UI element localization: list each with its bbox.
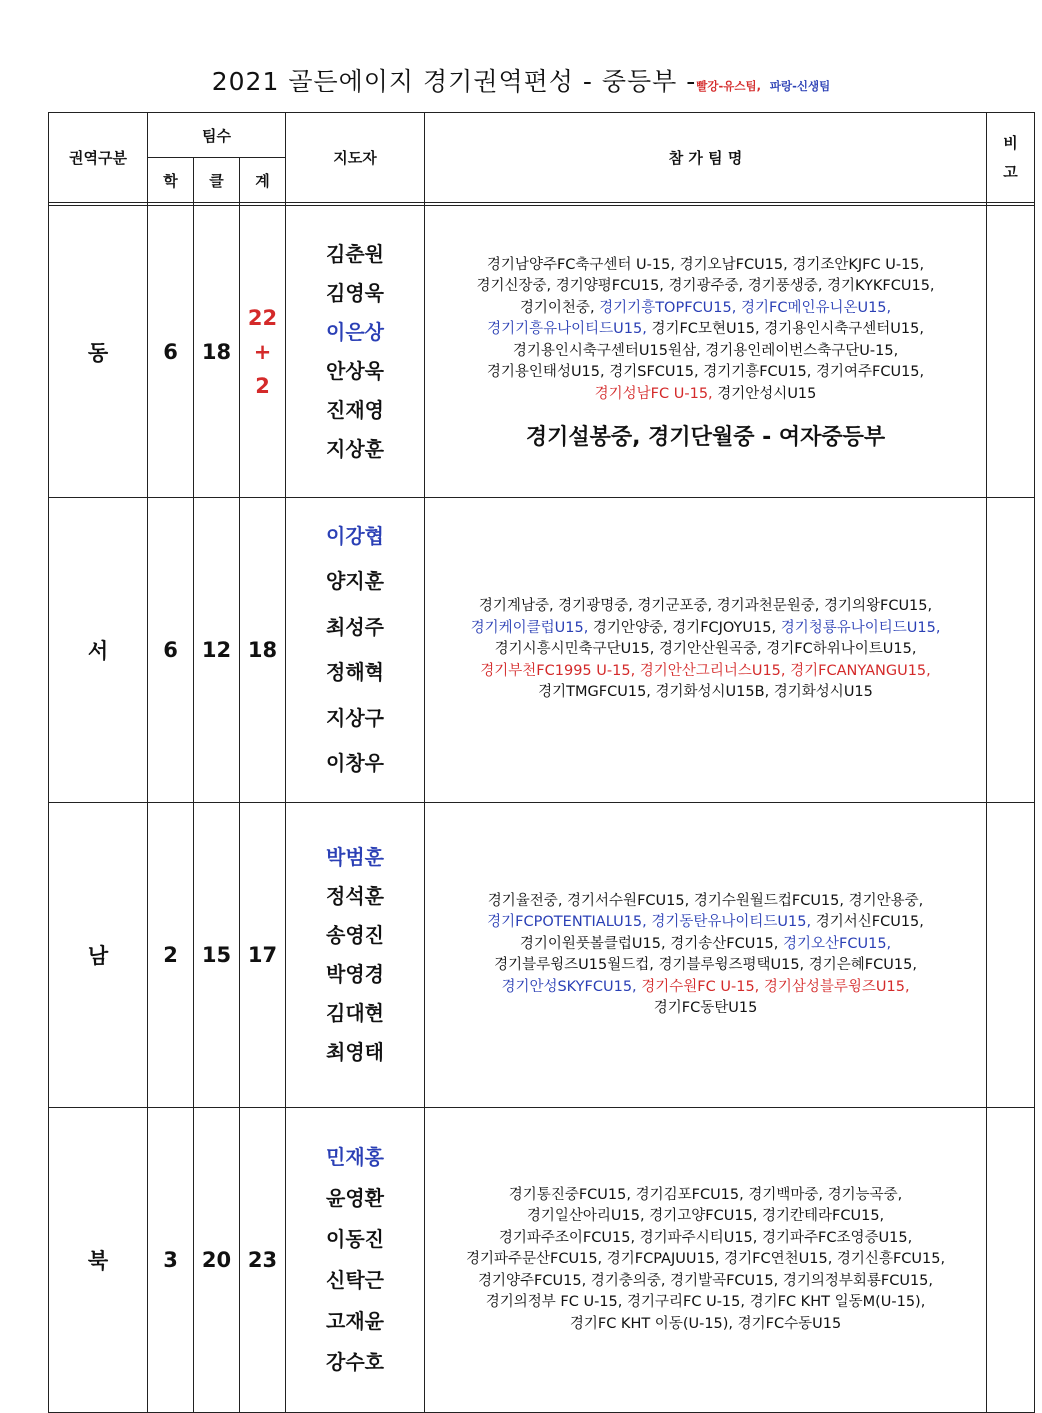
- coach-name: 민재홍: [326, 1145, 385, 1169]
- team-entry: 경기기흥유나이티드U15,: [487, 321, 647, 337]
- team-line: [431, 1314, 980, 1336]
- school-count: 2: [148, 803, 194, 1108]
- team-entry: 경기안성SKYFCU15,: [501, 978, 637, 995]
- coach-name: 최영태: [326, 1040, 385, 1064]
- team-entry: 경기TMGFCU15, 경기화성시U15B, 경기화성시U15: [538, 684, 873, 701]
- team-line: [431, 639, 980, 661]
- team-entry: 경기성남FC U-15,: [594, 385, 713, 402]
- team-entry: 경기안양중, 경기FCJOYU15,: [588, 619, 781, 636]
- team-entry: 경기안성시U15: [712, 385, 817, 402]
- team-entry: 경기이천중,: [519, 299, 600, 316]
- team-line: [431, 319, 980, 341]
- team-line: [431, 912, 980, 934]
- region-row-east: [49, 206, 1035, 498]
- team-list: [425, 498, 987, 803]
- team-entry: 경기남양주FC축구센터 U-15, 경기오남FCU15, 경기조안KJFC U-15,: [486, 256, 925, 273]
- remarks-cell: [987, 206, 1035, 498]
- coach-name: 고재윤: [326, 1309, 385, 1333]
- team-line: [431, 1271, 980, 1293]
- total-count: 23: [240, 1108, 286, 1413]
- team-line: [431, 596, 980, 618]
- coach-name: 이창우: [326, 751, 385, 775]
- remarks-cell: [987, 1108, 1035, 1413]
- team-entry: 경기신장중, 경기양평FCU15, 경기광주중, 경기풍생중, 경기KYKFCU15,: [476, 278, 935, 294]
- team-entry: 경기FCPOTENTIALU15, 경기동탄유나이티드U15,: [487, 914, 812, 930]
- team-line: [431, 618, 980, 640]
- club-count: 15: [194, 803, 240, 1108]
- header-team-count: 팀수: [148, 113, 286, 158]
- team-list: [425, 803, 987, 1108]
- coach-name: 진재영: [326, 397, 385, 422]
- team-line: [431, 298, 980, 320]
- team-line: [431, 362, 980, 384]
- school-count: 3: [148, 1108, 194, 1413]
- team-entry: 경기FC모현U15, 경기용인시축구센터U15,: [646, 321, 924, 337]
- team-entry: 경기일산아리U15, 경기고양FCU15, 경기칸테라FCU15,: [526, 1208, 885, 1225]
- team-entry: 경기용인시축구센터U15원삼, 경기용인레이번스축구단U-15,: [512, 342, 899, 359]
- team-line: [431, 384, 980, 406]
- coach-name: 윤영환: [326, 1186, 385, 1210]
- header-school: 학: [148, 158, 194, 203]
- coach-list: [286, 498, 425, 803]
- team-lines: [431, 255, 980, 406]
- team-entry: 경기FC동탄U15: [653, 1000, 758, 1016]
- region-row-south: [49, 803, 1035, 1108]
- coach-name: 신탁근: [326, 1268, 385, 1292]
- coach-name: 양지훈: [326, 569, 385, 593]
- coach-name: 박영경: [326, 962, 385, 986]
- total-extra: 2: [255, 373, 270, 398]
- region-table: [48, 112, 1035, 1413]
- team-entry: 경기계남중, 경기광명중, 경기군포중, 경기과천문원중, 경기의왕FCU15,: [478, 598, 933, 615]
- region-name: 북: [49, 1108, 148, 1413]
- school-count: 6: [148, 206, 194, 498]
- team-line: [431, 891, 980, 913]
- coach-name: 이강협: [326, 523, 385, 548]
- coach-list: [286, 206, 425, 498]
- header-club: 클: [194, 158, 240, 203]
- coach-name: 김대현: [326, 1001, 385, 1025]
- team-list: [425, 1108, 987, 1413]
- team-line: [431, 1206, 980, 1228]
- legend-blue: 파랑-신생팀: [769, 79, 831, 93]
- team-entry: 경기청룡유나이티드U15,: [780, 619, 941, 636]
- coach-name: 김춘원: [326, 241, 385, 266]
- total-main: 22: [247, 305, 278, 330]
- region-row-north: [49, 1108, 1035, 1413]
- coach-list: [286, 1108, 425, 1413]
- team-lines: [431, 1185, 980, 1336]
- team-entry: 경기블루윙즈U15월드컵, 경기블루윙즈평택U15, 경기은혜FCU15,: [494, 957, 917, 973]
- team-entry: 경기케이클럽U15,: [470, 619, 589, 636]
- coach-name: 김영욱: [326, 280, 385, 305]
- header-row: [49, 113, 1035, 158]
- total-count: 18: [240, 498, 286, 803]
- club-count: 20: [194, 1108, 240, 1413]
- team-entry: 경기율전중, 경기서수원FCU15, 경기수원월드컵FCU15, 경기안용중,: [487, 892, 924, 909]
- team-entry: 경기양주FCU15, 경기충의중, 경기발곡FCU15, 경기의정부회룡FCU15,: [478, 1272, 934, 1289]
- team-entry: 경기수원FC U-15, 경기삼성블루윙즈U15,: [636, 978, 910, 995]
- coach-name: 정해혁: [326, 660, 385, 684]
- coach-name: 지상훈: [326, 436, 385, 461]
- team-entry: 경기통진중FCU15, 경기김포FCU15, 경기백마중, 경기능곡중,: [508, 1186, 903, 1203]
- coach-name: 박범훈: [326, 845, 385, 869]
- coach-list: [286, 803, 425, 1108]
- region-name: 남: [49, 803, 148, 1108]
- remarks-cell: [987, 803, 1035, 1108]
- coach-name: 이은상: [326, 319, 385, 344]
- page-title: [0, 62, 1042, 98]
- school-count: 6: [148, 498, 194, 803]
- total-count: 17: [240, 803, 286, 1108]
- team-entry: 경기파주문산FCU15, 경기FCPAJUU15, 경기FC연천U15, 경기신흥FCU15,: [465, 1251, 946, 1268]
- coach-name: 강수호: [326, 1350, 385, 1374]
- team-line: [431, 934, 980, 956]
- coach-name: 이동진: [326, 1227, 385, 1251]
- team-entry: 경기부천FC1995 U-15, 경기안산그리너스U15, 경기FCANYANGU15,: [480, 662, 931, 679]
- coach-name: 지상구: [326, 705, 385, 730]
- remarks-cell: [987, 498, 1035, 803]
- team-entry: 경기서신FCU15,: [811, 914, 924, 930]
- team-lines: [431, 891, 980, 1020]
- team-line: [431, 255, 980, 277]
- coach-name: 송영진: [326, 923, 385, 947]
- legend-red: 빨강-유스팀,: [696, 79, 761, 93]
- region-name: 동: [49, 206, 148, 498]
- team-line: [431, 998, 980, 1020]
- team-entry: 경기용인태성U15, 경기SFCU15, 경기기흥FCU15, 경기여주FCU15,: [486, 364, 925, 380]
- coach-name: 최성주: [326, 614, 385, 639]
- club-count: 18: [194, 206, 240, 498]
- team-line: [431, 955, 980, 977]
- header-remarks: 비 고: [987, 113, 1035, 203]
- team-line: [431, 276, 980, 298]
- team-entry: 경기FC KHT 이동(U-15), 경기FC수동U15: [569, 1315, 842, 1332]
- header-region: 권역구분: [49, 113, 148, 203]
- region-row-west: [49, 498, 1035, 803]
- team-entry: 경기이원풋볼클럽U15, 경기송산FCU15,: [519, 935, 783, 952]
- team-entry: 경기시흥시민축구단U15, 경기안산원곡중, 경기FC하위나이트U15,: [494, 641, 917, 658]
- total-count: [240, 206, 286, 498]
- team-list: [425, 206, 987, 498]
- header-total: 계: [240, 158, 286, 203]
- team-entry: 경기파주조이FCU15, 경기파주시티U15, 경기파주FC조영증U15,: [498, 1229, 913, 1246]
- special-note: 경기설봉중, 경기단월중 - 여자중등부: [525, 425, 886, 450]
- region-name: 서: [49, 498, 148, 803]
- team-line: [431, 341, 980, 363]
- team-line: [431, 1185, 980, 1207]
- header-coach: 지도자: [286, 113, 425, 203]
- team-line: [431, 1292, 980, 1314]
- title-main: 2021 골든에이지 경기권역편성 - 중등부 -: [211, 67, 697, 96]
- team-line: [431, 977, 980, 999]
- club-count: 12: [194, 498, 240, 803]
- team-entry: 경기의정부 FC U-15, 경기구리FC U-15, 경기FC KHT 일동M(U-15),: [485, 1294, 926, 1311]
- total-plus: +: [253, 339, 272, 364]
- coach-name: 안상욱: [326, 358, 385, 383]
- coach-name: 정석훈: [326, 884, 385, 908]
- team-line: [431, 682, 980, 704]
- team-entry: 경기기흥TOPFCU15, 경기FC메인유니온U15,: [599, 299, 892, 316]
- team-lines: [431, 596, 980, 704]
- team-line: [431, 661, 980, 683]
- header-teams: 참 가 팀 명: [425, 113, 987, 203]
- team-entry: 경기오산FCU15,: [783, 935, 892, 952]
- team-line: [431, 1228, 980, 1250]
- team-line: [431, 1249, 980, 1271]
